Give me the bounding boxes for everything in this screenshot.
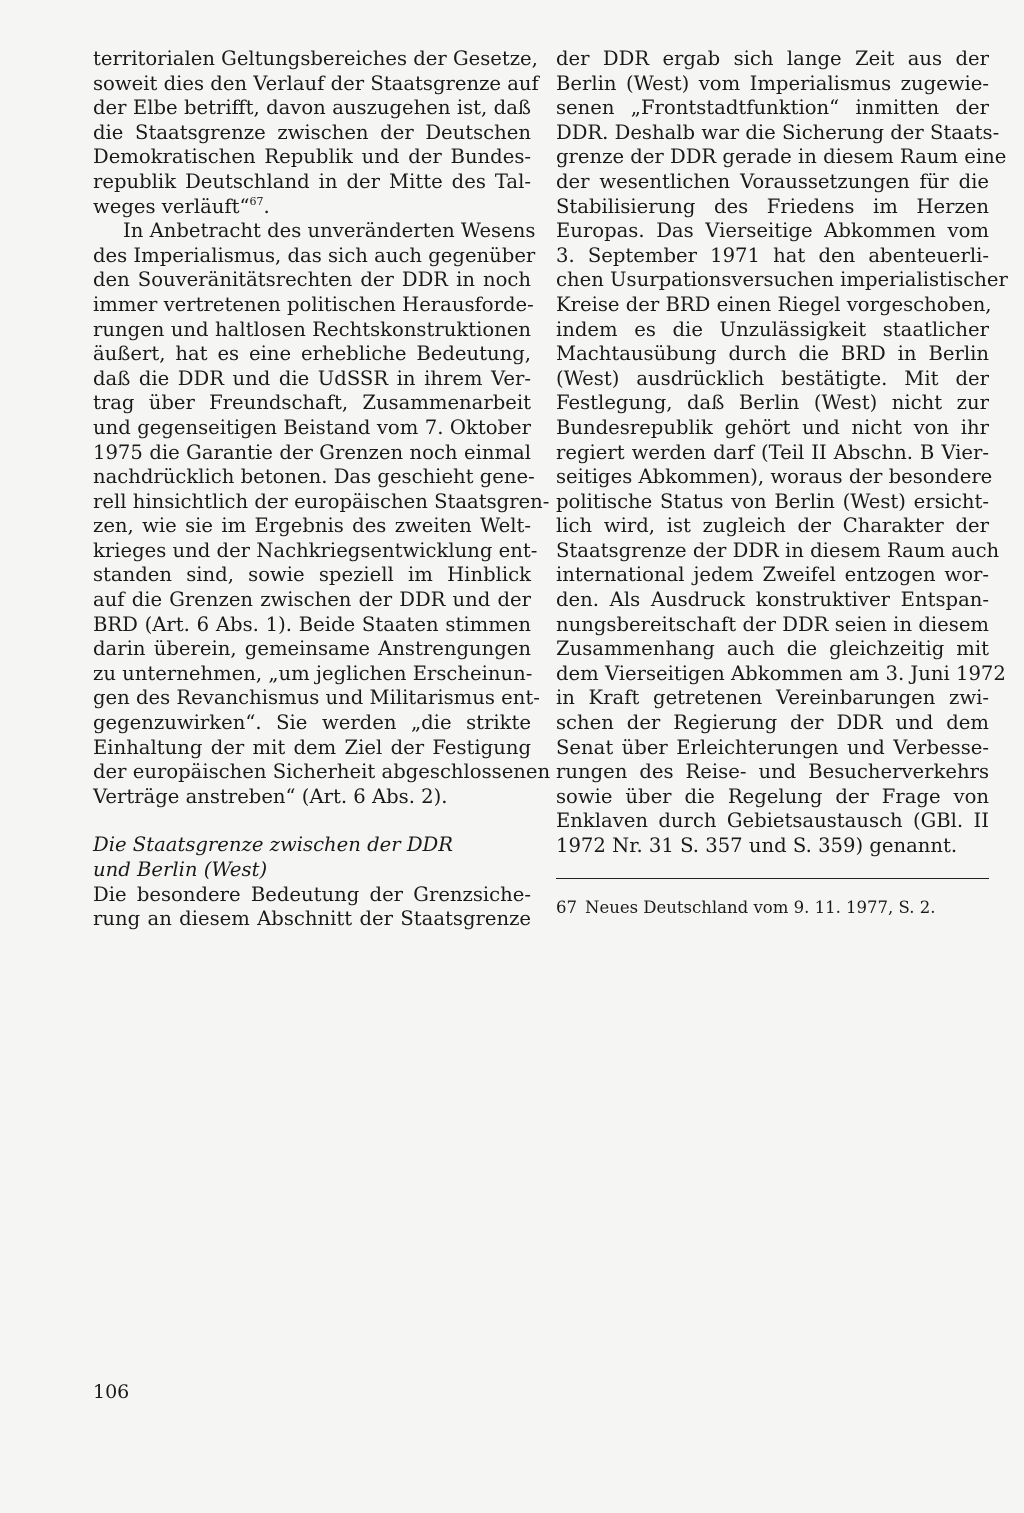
footnote-divider — [556, 878, 989, 879]
text-line: trag über Freundschaft, Zusammenarbeit — [93, 391, 531, 415]
text-line: republik Deutschland in der Mitte des Tal- — [93, 169, 531, 193]
text-line: seitiges Abkommen), woraus der besondere — [556, 465, 993, 489]
text-line: immer vertretenen politischen Herausforde- — [93, 292, 534, 316]
paragraph-continued — [556, 47, 1008, 859]
page-number: 106 — [93, 1381, 130, 1403]
text-line: und gegenseitigen Beistand vom 7. Oktober — [93, 415, 531, 439]
text-line: der wesentlichen Voraussetzungen für die — [556, 169, 989, 193]
text-line: in Kraft getretenen Vereinbarungen zwi- — [556, 686, 989, 710]
text-line: regiert werden darf (Teil II Abschn. B Vier- — [556, 440, 989, 464]
text-line: dem Vierseitigen Abkommen am 3. Juni 1972 — [556, 661, 1006, 685]
left-column — [93, 47, 551, 932]
paragraph-spacer — [93, 809, 531, 833]
text-line: den Souveränitätsrechten der DDR in noch — [93, 268, 531, 292]
text-line: darin überein, gemeinsame Anstrengungen — [93, 637, 531, 661]
paragraph-3 — [93, 883, 531, 932]
text-line: gegenzuwirken“. Sie werden „die strikte — [93, 711, 531, 735]
text-line: DDR. Deshalb war die Sicherung der Staats- — [556, 120, 1000, 144]
text-line: rell hinsichtlich der europäischen Staatsgren- — [93, 489, 550, 513]
text-line: Machtausübung durch die BRD in Berlin — [556, 342, 989, 366]
text-line: standen sind, sowie speziell im Hinblick — [93, 563, 531, 587]
text-line: grenze der DDR gerade in diesem Raum eine — [556, 145, 1007, 169]
text-line: sowie über die Regelung der Frage von — [556, 784, 989, 808]
text-line: rungen und haltlosen Rechtskonstruktionen — [93, 317, 531, 341]
paragraph-2 — [93, 219, 551, 809]
text-line: 1972 Nr. 31 S. 357 und S. 359) genannt. — [556, 834, 958, 857]
text-line — [93, 195, 531, 220]
footnote — [556, 898, 936, 918]
text-line: rungen des Reise- und Besucherverkehrs — [556, 760, 989, 784]
footnote-number: 67 — [556, 898, 577, 917]
text-line: Zusammenhang auch die gleichzeitig mit — [556, 637, 989, 661]
text-line: Kreise der BRD einen Riegel vorgeschoben, — [556, 292, 992, 316]
text-line: Verträge anstreben“ (Art. 6 Abs. 2). — [93, 784, 448, 808]
paragraph-1 — [93, 47, 539, 219]
text-line: Die besondere Bedeutung der Grenzsiche- — [93, 882, 531, 906]
text-line: der DDR ergab sich lange Zeit aus der — [556, 47, 989, 70]
text-line: 3. September 1971 hat den abenteuerli- — [556, 243, 989, 267]
text-line: Staatsgrenze der DDR in diesem Raum auch — [556, 538, 1000, 562]
text-line: der Elbe betrifft, davon auszugehen ist, daß — [93, 96, 531, 120]
text-line: 1975 die Garantie der Grenzen noch einmal — [93, 440, 531, 464]
text-line: soweit dies den Verlauf der Staatsgrenze auf — [93, 71, 539, 95]
text-line: Berlin (West) vom Imperialismus zugewie- — [556, 71, 989, 95]
text-line: lich wird, ist zugleich der Charakter der — [556, 514, 989, 538]
section-heading — [93, 833, 531, 882]
text-line: des Imperialismus, das sich auch gegenüber — [93, 243, 536, 267]
heading-line: Die Staatsgrenze zwischen der DDR — [93, 833, 454, 857]
text-line: nachdrücklich betonen. Das geschieht gene- — [93, 465, 535, 489]
text-line: nungsbereitschaft der DDR seien in diesem — [556, 612, 989, 636]
text-line: Stabilisierung des Friedens im Herzen — [556, 194, 989, 218]
text-line: Festlegung, daß Berlin (West) nicht zur — [556, 391, 989, 415]
right-column — [556, 47, 1008, 859]
text-line: gen des Revanchismus und Militarismus ent- — [93, 686, 540, 710]
text-line: territorialen Geltungsbereiches der Gesetze, — [93, 47, 538, 70]
text-line: politische Status von Berlin (West) ersicht- — [556, 489, 989, 513]
text-line: auf die Grenzen zwischen der DDR und der — [93, 588, 531, 612]
text-line: Enklaven durch Gebietsaustausch (GBl. II — [556, 809, 989, 833]
text-line: BRD (Art. 6 Abs. 1). Beide Staaten stimmen — [93, 612, 531, 636]
text-line: der europäischen Sicherheit abgeschlossenen — [93, 760, 551, 784]
text-line: (West) ausdrücklich bestätigte. Mit der — [556, 366, 989, 390]
text-line: Europas. Das Vierseitige Abkommen vom — [556, 219, 989, 243]
text-line: Einhaltung der mit dem Ziel der Festigung — [93, 735, 531, 759]
heading-line: und Berlin (West) — [93, 858, 268, 881]
text-line: senen „Frontstadtfunktion“ inmitten der — [556, 96, 989, 120]
text-line: international jedem Zweifel entzogen wor- — [556, 563, 989, 587]
text-line: daß die DDR und die UdSSR in ihrem Ver- — [93, 366, 531, 390]
text-line: schen der Regierung der DDR und dem — [556, 711, 989, 735]
text-fragment: weges verläuft“ — [93, 194, 250, 218]
text-line: den. Als Ausdruck konstruktiver Entspan- — [556, 588, 989, 612]
text-line: äußert, hat es eine erhebliche Bedeutung, — [93, 342, 531, 366]
text-line: In Anbetracht des unveränderten Wesens — [123, 219, 536, 243]
text-line: die Staatsgrenze zwischen der Deutschen — [93, 120, 531, 144]
text-line: Demokratischen Republik und der Bundes- — [93, 145, 531, 169]
footnote-text: Neues Deutschland vom 9. 11. 1977, S. 2. — [585, 898, 936, 917]
text-line: Senat über Erleichterungen und Verbesse- — [556, 735, 989, 759]
text-line: chen Usurpationsversuchen imperialistischer — [556, 268, 1008, 292]
text-line: rung an diesem Abschnitt der Staatsgrenze — [93, 907, 531, 931]
text-fragment: . — [263, 194, 270, 218]
text-line: krieges und der Nachkriegsentwicklung ent- — [93, 538, 538, 562]
text-line: Bundesrepublik gehört und nicht von ihr — [556, 415, 989, 439]
text-line: indem es die Unzulässigkeit staatlicher — [556, 317, 989, 341]
text-line: zen, wie sie im Ergebnis des zweiten Welt- — [93, 514, 531, 538]
footnote-reference[interactable]: 67 — [249, 194, 264, 208]
text-line: zu unternehmen, „um jeglichen Erscheinun- — [93, 661, 533, 685]
